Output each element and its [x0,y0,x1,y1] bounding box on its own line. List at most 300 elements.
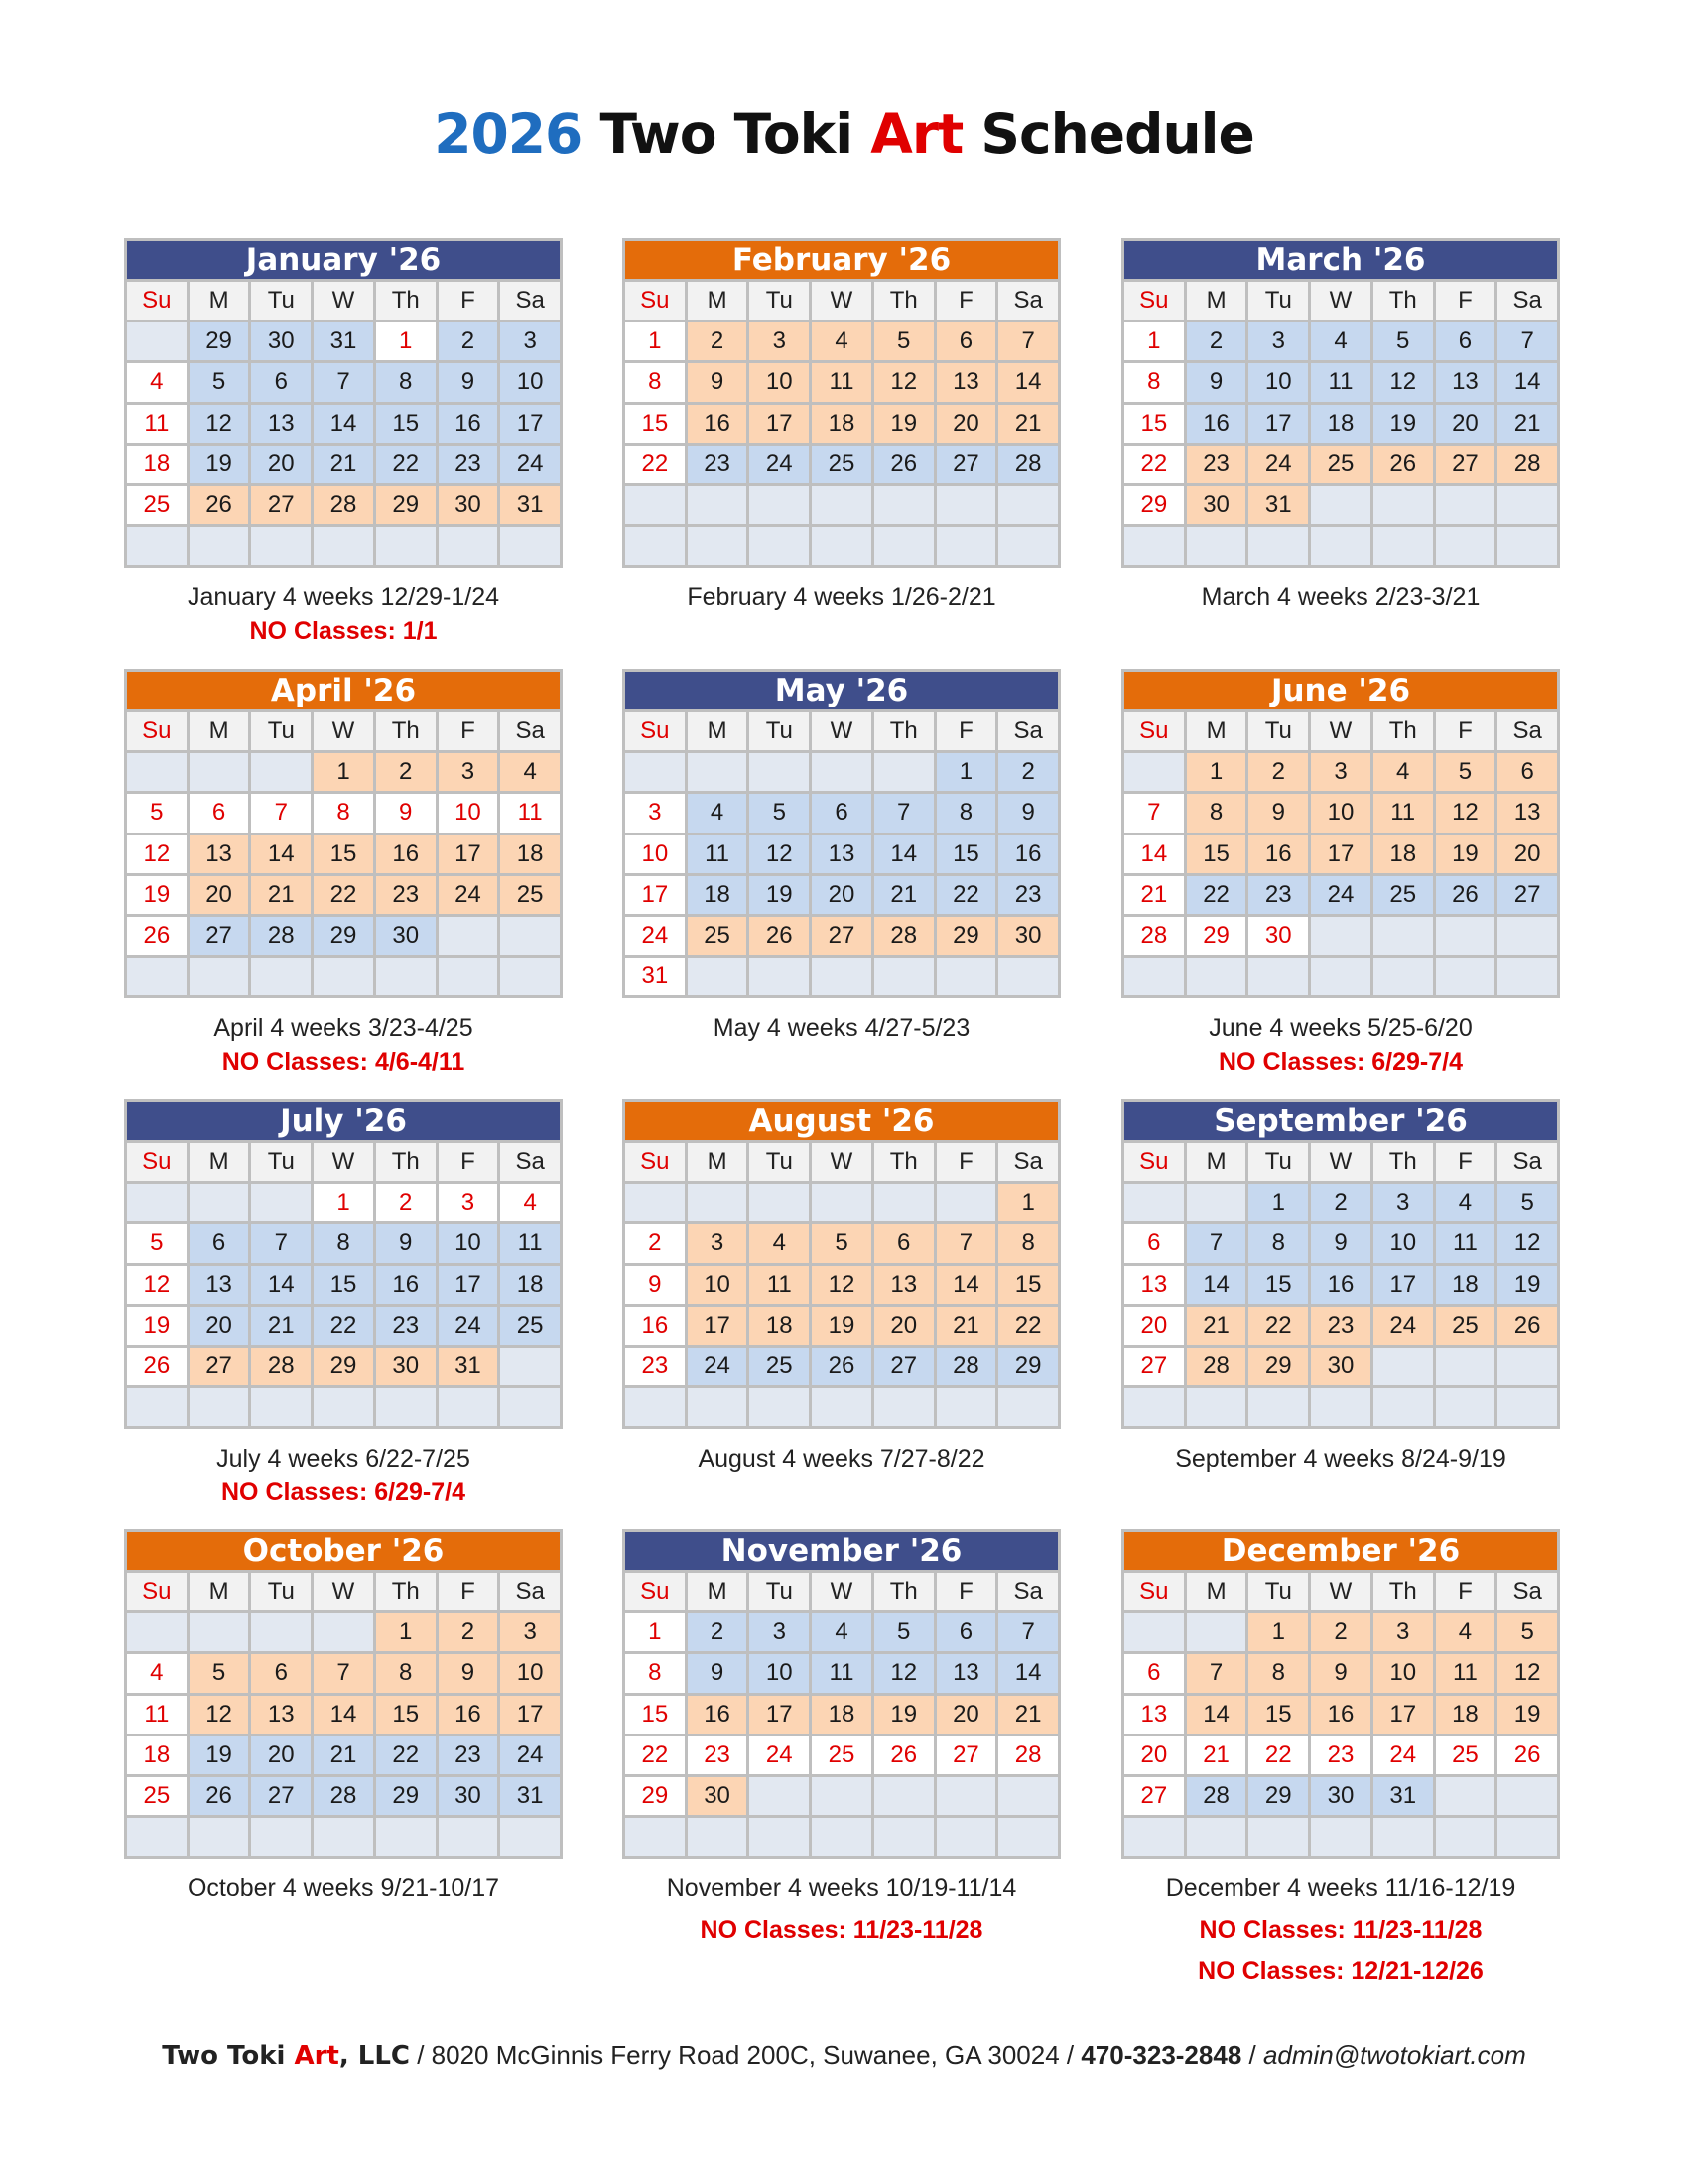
weekday-header: Tu [251,282,311,320]
empty-cell [1497,917,1557,955]
month-calendar [622,238,1061,568]
empty-cell [1311,486,1370,524]
empty-cell [439,1388,498,1426]
month-calendar [124,669,563,998]
empty-cell [127,527,187,565]
empty-cell [749,958,809,995]
empty-cell [190,1388,249,1426]
day-cell: 24 [688,1348,747,1385]
day-cell: 22 [1124,446,1184,483]
day-cell: 21 [937,1307,996,1345]
day-cell: 27 [1124,1777,1184,1815]
day-cell: 11 [1436,1654,1495,1692]
month-title: August '26 [625,1102,1058,1140]
day-cell: 22 [314,1307,373,1345]
day-cell: 24 [1373,1736,1433,1774]
day-cell: 18 [127,1736,187,1774]
empty-cell [1124,1184,1184,1221]
empty-cell [812,1818,871,1856]
empty-cell [251,1613,311,1651]
empty-cell [749,1388,809,1426]
month-title: December '26 [1124,1532,1557,1570]
empty-cell [190,753,249,791]
day-cell: 25 [1311,446,1370,483]
day-cell: 22 [376,446,436,483]
day-cell: 31 [625,958,685,995]
day-cell: 12 [1373,363,1433,401]
day-cell: 8 [625,363,685,401]
empty-cell [998,1388,1058,1426]
day-cell: 6 [1497,753,1557,791]
empty-cell [500,958,560,995]
day-cell: 24 [1248,446,1308,483]
empty-cell [1373,1818,1433,1856]
day-cell: 14 [937,1266,996,1304]
empty-cell [127,1818,187,1856]
day-cell: 27 [1497,876,1557,914]
weekday-header: Tu [749,282,809,320]
day-cell: 3 [500,1613,560,1651]
empty-cell [812,958,871,995]
day-cell: 29 [1124,486,1184,524]
month-title: March '26 [1124,241,1557,279]
day-cell: 18 [1373,835,1433,873]
weekday-header: Sa [500,282,560,320]
day-cell: 28 [998,1736,1058,1774]
month-calendar [1121,1099,1560,1429]
empty-cell [937,1388,996,1426]
day-cell: 30 [439,486,498,524]
empty-cell [251,753,311,791]
empty-cell [190,958,249,995]
day-cell: 3 [1248,322,1308,360]
footer-brand-llc: , LLC [338,2041,410,2071]
day-cell: 17 [500,1696,560,1734]
day-cell: 2 [376,753,436,791]
day-cell: 26 [190,486,249,524]
day-cell: 30 [376,917,436,955]
day-cell: 22 [998,1307,1058,1345]
weekday-header: Sa [1497,1143,1557,1181]
month-title: September '26 [1124,1102,1557,1140]
empty-cell [749,753,809,791]
day-cell: 14 [251,835,311,873]
empty-cell [1373,1388,1433,1426]
weekday-header: F [439,282,498,320]
day-cell: 17 [439,1266,498,1304]
empty-cell [1373,486,1433,524]
no-classes-note: NO Classes: 1/1 [249,617,438,645]
month-calendar [1121,1529,1560,1859]
day-cell: 30 [998,917,1058,955]
day-cell: 20 [812,876,871,914]
day-cell: 8 [314,1224,373,1262]
day-cell: 9 [1311,1224,1370,1262]
day-cell: 22 [625,446,685,483]
day-cell: 29 [376,1777,436,1815]
no-classes-note: NO Classes: 4/6-4/11 [221,1048,465,1076]
day-cell: 2 [625,1224,685,1262]
no-classes-note: NO Classes: 6/29-7/4 [221,1478,465,1506]
day-cell: 23 [376,876,436,914]
day-cell: 21 [874,876,934,914]
month-caption: September 4 weeks 8/24-9/19 [1175,1445,1506,1473]
day-cell: 5 [1436,753,1495,791]
empty-cell [376,1818,436,1856]
day-cell: 5 [190,363,249,401]
day-cell: 24 [439,1307,498,1345]
footer-separator: / [1241,2040,1263,2070]
day-cell: 14 [1187,1266,1246,1304]
empty-cell [625,486,685,524]
day-cell: 8 [1248,1224,1308,1262]
weekday-header: M [190,712,249,750]
day-cell: 13 [1124,1696,1184,1734]
empty-cell [1311,958,1370,995]
day-cell: 11 [500,1224,560,1262]
empty-cell [1497,1348,1557,1385]
empty-cell [874,486,934,524]
day-cell: 9 [376,1224,436,1262]
day-cell: 28 [314,1777,373,1815]
no-classes-note: NO Classes: 6/29-7/4 [1219,1048,1463,1076]
day-cell: 13 [190,1266,249,1304]
day-cell: 8 [1187,794,1246,832]
weekday-header: Th [874,712,934,750]
day-cell: 25 [500,1307,560,1345]
empty-cell [937,486,996,524]
day-cell: 15 [1187,835,1246,873]
empty-cell [190,1818,249,1856]
day-cell: 12 [190,405,249,443]
empty-cell [625,1818,685,1856]
day-cell: 3 [688,1224,747,1262]
weekday-header: Sa [998,712,1058,750]
day-cell: 14 [874,835,934,873]
month-caption: January 4 weeks 12/29-1/24 [187,583,500,611]
day-cell: 14 [314,405,373,443]
day-cell: 21 [314,1736,373,1774]
day-cell: 27 [937,446,996,483]
day-cell: 28 [874,917,934,955]
day-cell: 9 [625,1266,685,1304]
day-cell: 29 [998,1348,1058,1385]
day-cell: 11 [812,363,871,401]
weekday-header: Tu [1248,1143,1308,1181]
empty-cell [812,1777,871,1815]
day-cell: 11 [1311,363,1370,401]
day-cell: 24 [1373,1307,1433,1345]
month-caption: April 4 weeks 3/23-4/25 [213,1014,473,1042]
empty-cell [314,1388,373,1426]
day-cell: 25 [127,1777,187,1815]
weekday-header: W [812,1573,871,1610]
day-cell: 30 [251,322,311,360]
day-cell: 2 [688,1613,747,1651]
empty-cell [376,1388,436,1426]
weekday-header: Su [127,282,187,320]
day-cell: 1 [1187,753,1246,791]
empty-cell [1187,527,1246,565]
empty-cell [1497,1818,1557,1856]
day-cell: 4 [1436,1613,1495,1651]
weekday-header: W [812,282,871,320]
day-cell: 1 [376,322,436,360]
empty-cell [874,1184,934,1221]
day-cell: 22 [625,1736,685,1774]
day-cell: 7 [1124,794,1184,832]
empty-cell [1311,527,1370,565]
day-cell: 1 [937,753,996,791]
empty-cell [1436,1818,1495,1856]
day-cell: 15 [376,1696,436,1734]
weekday-header: Su [1124,1573,1184,1610]
day-cell: 27 [190,917,249,955]
weekday-header: Su [625,1573,685,1610]
weekday-header: M [190,282,249,320]
day-cell: 29 [937,917,996,955]
day-cell: 19 [749,876,809,914]
empty-cell [874,958,934,995]
day-cell: 26 [812,1348,871,1385]
day-cell: 28 [251,917,311,955]
empty-cell [874,1777,934,1815]
day-cell: 27 [812,917,871,955]
empty-cell [500,1388,560,1426]
day-cell: 6 [937,322,996,360]
empty-cell [1436,1777,1495,1815]
empty-cell [812,486,871,524]
no-classes-note: NO Classes: 11/23-11/28 [1199,1916,1483,1944]
weekday-header: Tu [251,1143,311,1181]
weekday-header: W [812,1143,871,1181]
empty-cell [1436,958,1495,995]
empty-cell [1248,1388,1308,1426]
empty-cell [439,958,498,995]
empty-cell [251,527,311,565]
day-cell: 13 [1497,794,1557,832]
day-cell: 2 [376,1184,436,1221]
footer-email[interactable]: admin@twotokiart.com [1262,2040,1526,2070]
empty-cell [1124,753,1184,791]
day-cell: 4 [500,1184,560,1221]
month-caption: November 4 weeks 10/19-11/14 [666,1874,1017,1902]
empty-cell [1187,1388,1246,1426]
weekday-header: Su [1124,282,1184,320]
day-cell: 13 [812,835,871,873]
month-caption: February 4 weeks 1/26-2/21 [687,583,996,611]
day-cell: 21 [1497,405,1557,443]
weekday-header: W [1311,282,1370,320]
day-cell: 26 [1497,1307,1557,1345]
month-title: April '26 [127,672,560,709]
month-title: February '26 [625,241,1058,279]
day-cell: 16 [688,405,747,443]
day-cell: 4 [1311,322,1370,360]
empty-cell [1124,1388,1184,1426]
day-cell: 6 [251,363,311,401]
empty-cell [998,486,1058,524]
empty-cell [625,527,685,565]
day-cell: 10 [625,835,685,873]
day-cell: 31 [500,1777,560,1815]
day-cell: 3 [749,322,809,360]
empty-cell [1124,1613,1184,1651]
weekday-header: W [314,1573,373,1610]
month-calendar [124,1099,563,1429]
weekday-header: M [688,282,747,320]
day-cell: 2 [439,1613,498,1651]
empty-cell [127,753,187,791]
month-caption: December 4 weeks 11/16-12/19 [1165,1874,1516,1902]
weekday-header: Th [874,1143,934,1181]
empty-cell [688,1388,747,1426]
empty-cell [1497,527,1557,565]
weekday-header: Su [1124,712,1184,750]
day-cell: 24 [500,1736,560,1774]
day-cell: 10 [1311,794,1370,832]
day-cell: 18 [1436,1266,1495,1304]
weekday-header: F [439,712,498,750]
empty-cell [1311,1388,1370,1426]
day-cell: 2 [1311,1613,1370,1651]
month-calendar [124,1529,563,1859]
day-cell: 3 [1373,1613,1433,1651]
day-cell: 18 [812,405,871,443]
day-cell: 18 [500,1266,560,1304]
day-cell: 5 [127,1224,187,1262]
day-cell: 4 [749,1224,809,1262]
day-cell: 27 [1436,446,1495,483]
day-cell: 9 [1311,1654,1370,1692]
empty-cell [937,1184,996,1221]
weekday-header: Tu [749,712,809,750]
weekday-header: M [688,1143,747,1181]
day-cell: 4 [1373,753,1433,791]
day-cell: 13 [251,1696,311,1734]
day-cell: 4 [500,753,560,791]
weekday-header: M [190,1143,249,1181]
empty-cell [998,527,1058,565]
month-calendar [1121,669,1560,998]
day-cell: 27 [190,1348,249,1385]
day-cell: 3 [1311,753,1370,791]
day-cell: 14 [998,363,1058,401]
day-cell: 25 [688,917,747,955]
day-cell: 20 [1124,1307,1184,1345]
empty-cell [812,1184,871,1221]
weekday-header: M [1187,1143,1246,1181]
empty-cell [1311,1818,1370,1856]
day-cell: 13 [251,405,311,443]
empty-cell [1497,1777,1557,1815]
day-cell: 11 [1373,794,1433,832]
day-cell: 6 [190,794,249,832]
day-cell: 21 [1187,1307,1246,1345]
day-cell: 15 [937,835,996,873]
weekday-header: W [812,712,871,750]
day-cell: 16 [1311,1696,1370,1734]
month-caption: March 4 weeks 2/23-3/21 [1201,583,1481,611]
day-cell: 26 [874,1736,934,1774]
weekday-header: F [937,712,996,750]
day-cell: 22 [937,876,996,914]
day-cell: 17 [439,835,498,873]
month-title: June '26 [1124,672,1557,709]
day-cell: 29 [1248,1777,1308,1815]
day-cell: 28 [251,1348,311,1385]
empty-cell [688,527,747,565]
weekday-header: Sa [1497,712,1557,750]
empty-cell [376,527,436,565]
day-cell: 21 [998,1696,1058,1734]
day-cell: 6 [874,1224,934,1262]
day-cell: 22 [376,1736,436,1774]
day-cell: 9 [1187,363,1246,401]
day-cell: 2 [1311,1184,1370,1221]
day-cell: 16 [625,1307,685,1345]
day-cell: 23 [439,446,498,483]
day-cell: 7 [1187,1654,1246,1692]
empty-cell [190,1184,249,1221]
weekday-header: F [1436,1143,1495,1181]
empty-cell [1248,958,1308,995]
day-cell: 15 [998,1266,1058,1304]
weekday-header: M [1187,1573,1246,1610]
month-title: January '26 [127,241,560,279]
empty-cell [688,1818,747,1856]
day-cell: 11 [1436,1224,1495,1262]
day-cell: 29 [190,322,249,360]
day-cell: 30 [376,1348,436,1385]
weekday-header: Tu [1248,1573,1308,1610]
empty-cell [1124,527,1184,565]
day-cell: 18 [749,1307,809,1345]
month-title: May '26 [625,672,1058,709]
day-cell: 11 [749,1266,809,1304]
day-cell: 9 [688,1654,747,1692]
day-cell: 5 [127,794,187,832]
empty-cell [1497,958,1557,995]
day-cell: 3 [439,753,498,791]
weekday-header: W [1311,1573,1370,1610]
day-cell: 25 [500,876,560,914]
empty-cell [127,1184,187,1221]
day-cell: 31 [1373,1777,1433,1815]
day-cell: 28 [1124,917,1184,955]
day-cell: 2 [1248,753,1308,791]
day-cell: 23 [998,876,1058,914]
month-calendar [124,238,563,568]
empty-cell [749,527,809,565]
day-cell: 1 [314,1184,373,1221]
day-cell: 19 [874,1696,934,1734]
day-cell: 14 [314,1696,373,1734]
day-cell: 17 [1373,1696,1433,1734]
day-cell: 31 [1248,486,1308,524]
weekday-header: Su [625,282,685,320]
empty-cell [439,527,498,565]
day-cell: 10 [749,363,809,401]
day-cell: 12 [874,363,934,401]
empty-cell [1497,486,1557,524]
day-cell: 7 [314,1654,373,1692]
day-cell: 8 [376,1654,436,1692]
day-cell: 22 [314,876,373,914]
day-cell: 31 [500,486,560,524]
day-cell: 13 [1124,1266,1184,1304]
empty-cell [688,753,747,791]
